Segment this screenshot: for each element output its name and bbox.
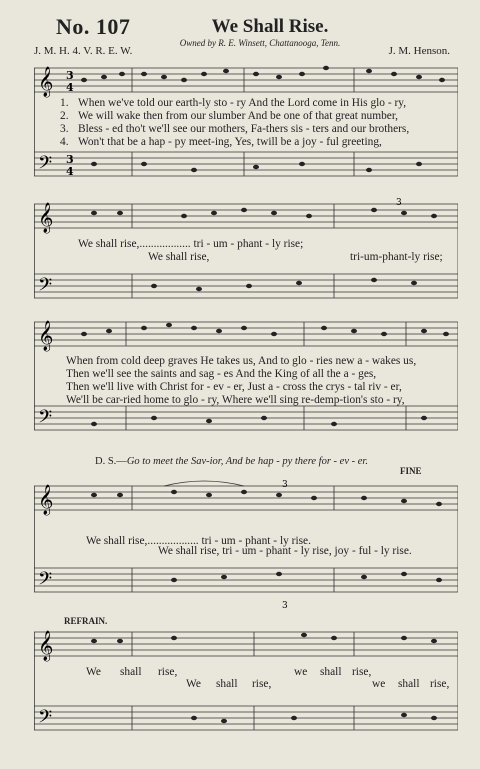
verse-4-line: 4. Won't that be a hap - py meet-ing, Yes, twill be a joy - ful greeting, — [60, 136, 382, 148]
hymn-number: No. 107 — [56, 14, 131, 39]
system-5-staves — [34, 624, 458, 764]
verse-2-line: 2. We will wake then from our slumber And be one of that great number, — [60, 110, 399, 122]
svg-text:3: 3 — [282, 601, 288, 608]
svg-text:4: 4 — [66, 81, 74, 94]
hymn-page: No. 107 We Shall Rise. Owned by R. E. Winsett, Chattanooga, Tenn. J. M. H. 4. V. R. E. W. J. M. Henson. 𝄞 𝄢 3 4 3 4 1. When we've told our earth-ly sto - ry And the Lord come in His glo - ry, 2. We will wake then from our slumber And be one of that great number, 3. Bless - ed tho't we'll see our mothers, Fa-thers sis - ters and our brothers, 4. Won't that be a hap - py meet-ing, Yes, twill be a joy - ful greeting, 𝄞 𝄢 3 We shall rise,.................. tri - um - phant - ly rise; We shall rise, tri-um-phant-ly rise; 𝄞 𝄢 When from cold deep graves He takes us, And to glo - ries new a - wakes us, Then we'll see the saints and sag - es And the King of all the a - ges, Then we'll live with Christ for - ev - er, Just a - cross the crys - tal riv - er, We'll be car-ried home to glo - ry, Where we'll sing re-demp-tion's sto - ry, D. S.—Go to meet the Sav-ior, And be hap - py there for - ev - er. FINE 𝄞 𝄢 3 3 We shall rise,.................. tri - um - phant - ly rise. We shall rise, tri - um - phant - ly rise, joy - ful - ly rise. REFRAIN. 𝄞 𝄢 We shall rise, we shall rise, We shall rise, we shall rise, — [0, 0, 480, 769]
svg-text:3: 3 — [396, 198, 402, 208]
svg-text:𝄢: 𝄢 — [38, 569, 53, 594]
svg-text:4: 4 — [66, 165, 74, 178]
ds-instruction: D. S.—Go to meet the Sav-ior, And be hap - py there for - ev - er. — [95, 456, 368, 467]
svg-text:𝄞: 𝄞 — [38, 485, 54, 515]
svg-text:𝄞: 𝄞 — [38, 631, 54, 661]
system-2-lyric-line-2b: tri-um-phant-ly rise; — [350, 251, 443, 263]
svg-text:3: 3 — [66, 153, 74, 166]
svg-text:𝄢: 𝄢 — [38, 153, 53, 178]
system-4-lyric-line-2: We shall rise, tri - um - phant - ly rise, joy - ful - ly rise. — [158, 545, 412, 557]
refrain-label: REFRAIN. — [64, 616, 108, 626]
music-credit: J. M. Henson. — [388, 45, 450, 57]
svg-text:3: 3 — [282, 480, 288, 490]
svg-text:𝄢: 𝄢 — [38, 407, 53, 432]
system-2-lyric-line-2a: We shall rise, — [148, 251, 210, 263]
verse-3-line: 3. Bless - ed tho't we'll see our mothers, Fa-thers sis - ters and our brothers, — [60, 123, 410, 135]
svg-text:𝄞: 𝄞 — [38, 203, 54, 233]
verse-b-1-line: When from cold deep graves He takes us, And to glo - ries new a - wakes us, — [66, 355, 417, 367]
words-credit: J. M. H. 4. V. R. E. W. — [34, 45, 133, 57]
verse-1-line: 1. When we've told our earth-ly sto - ry And the Lord come in His glo - ry, — [60, 97, 407, 109]
svg-text:𝄢: 𝄢 — [38, 707, 53, 732]
svg-text:3: 3 — [66, 69, 74, 82]
ownership-note: Owned by R. E. Winsett, Chattanooga, Tenn. — [179, 38, 341, 48]
verse-b-3-line: Then we'll live with Christ for - ev - er, Just a - cross the crys - tal riv - er, — [66, 381, 402, 393]
svg-text:𝄞: 𝄞 — [38, 67, 54, 97]
verse-b-4-line: We'll be car-ried home to glo - ry, Where we'll sing re-demp-tion's sto - ry, — [66, 394, 405, 406]
verse-b-2-line: Then we'll see the saints and sag - es And the King of all the a - ges, — [66, 368, 377, 380]
credits-line — [34, 45, 450, 57]
svg-text:𝄞: 𝄞 — [38, 321, 54, 351]
system-2-lyric-line-1: We shall rise,.................. tri - um - phant - ly rise; — [78, 238, 304, 250]
svg-text:𝄢: 𝄢 — [38, 275, 53, 300]
system-4-lyric-line-1: We shall rise,.................. tri - um - phant - ly rise. — [86, 535, 311, 547]
fine-marking: FINE — [400, 466, 422, 476]
hymn-title: We Shall Rise. — [211, 16, 329, 37]
